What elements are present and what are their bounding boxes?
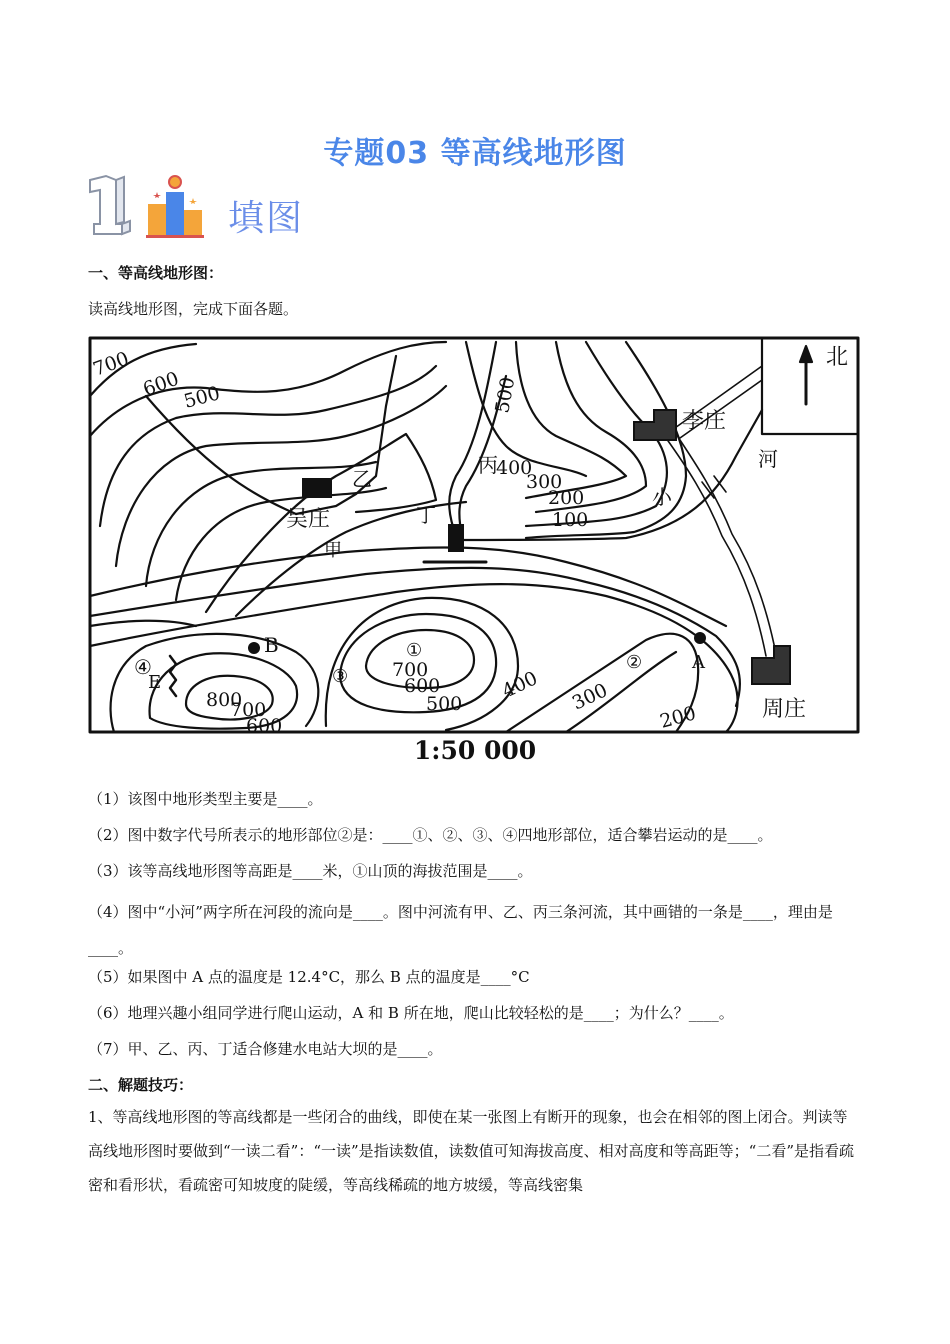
banner-label: 填图 bbox=[228, 198, 305, 239]
question-1: （1）该图中地形类型主要是____。 bbox=[88, 790, 323, 808]
river-label-ding: 丁 bbox=[416, 503, 436, 527]
contour-label: 400 bbox=[496, 457, 533, 479]
contour-label: 500 bbox=[181, 382, 223, 413]
question-7: （7）甲、乙、丙、丁适合修建水电站大坝的是____。 bbox=[88, 1040, 443, 1058]
site-label-4: ④ bbox=[134, 655, 152, 679]
question-4: （4）图中“小河”两字所在河段的流向是____。图中河流有甲、乙、丙三条河流，其中画错的一条是____，理由是____。 bbox=[88, 903, 833, 957]
page-title: 专题03 等高线地形图 bbox=[323, 136, 627, 171]
north-label: 北 bbox=[826, 345, 849, 370]
site-label-2: ② bbox=[626, 652, 643, 673]
contour-label: 500 bbox=[491, 375, 520, 415]
point-e-label: E bbox=[148, 672, 162, 693]
map-scale: 1:50 000 bbox=[413, 736, 537, 765]
contour-label: 700 bbox=[230, 699, 267, 721]
point-a-label: A bbox=[692, 652, 705, 673]
contour-label: 800 bbox=[206, 689, 243, 711]
contour-label: 500 bbox=[426, 693, 463, 715]
village-zhouzhuang-marker bbox=[752, 646, 790, 684]
village-label-lizhuang: 李庄 bbox=[682, 409, 727, 434]
village-lizhuang-marker bbox=[634, 410, 676, 440]
river-name-xiao: 小 bbox=[652, 485, 672, 509]
contour-label: 300 bbox=[568, 679, 611, 715]
contour-label: 400 bbox=[498, 667, 541, 703]
contour-label: 700 bbox=[90, 347, 132, 381]
contour-map bbox=[86, 326, 866, 766]
site-label-1: ① bbox=[406, 640, 423, 661]
question-3: （3）该等高线地形图等高距是____米，①山顶的海拔范围是____。 bbox=[88, 862, 533, 880]
question-5: （5）如果图中 A 点的温度是 12.4°C，那么 B 点的温度是____°C bbox=[88, 968, 530, 986]
number-one-icon bbox=[90, 176, 130, 234]
village-label-wuzhuang: 吴庄 bbox=[286, 507, 331, 532]
contour-label: 300 bbox=[526, 471, 563, 493]
podium-trophy-icon bbox=[146, 176, 204, 238]
dam-marker-ding bbox=[448, 524, 464, 552]
river-name-he: 河 bbox=[758, 447, 778, 471]
village-label-zhouzhuang: 周庄 bbox=[762, 697, 807, 722]
section2-body bbox=[88, 1100, 862, 1202]
village-wuzhuang-marker bbox=[302, 478, 332, 498]
section-heading-2: 二、解题技巧： bbox=[88, 1076, 194, 1094]
point-b-marker bbox=[248, 642, 260, 654]
question-2: （2）图中数字代号所表示的地形部位②是：____①、②、③、④四地形部位，适合攀岩运动的是____。 bbox=[88, 826, 773, 844]
contour-label: 200 bbox=[657, 702, 699, 733]
contour-label: 100 bbox=[552, 509, 589, 531]
river-label-jia: 甲 bbox=[324, 540, 342, 561]
river-label-bing: 丙 bbox=[478, 453, 498, 477]
point-a-marker bbox=[694, 632, 706, 644]
point-b-label: B bbox=[264, 633, 279, 657]
section-intro: 读高线地形图，完成下面各题。 bbox=[88, 300, 299, 318]
contour-label: 200 bbox=[548, 487, 585, 509]
river-label-yi: 乙 bbox=[352, 467, 372, 491]
contour-label: 600 bbox=[404, 675, 441, 697]
section-heading-1: 一、等高线地形图： bbox=[88, 264, 224, 282]
contour-label: 600 bbox=[246, 715, 283, 737]
question-6: （6）地理兴趣小组同学进行爬山运动，A 和 B 所在地，爬山比较轻松的是____；为什么？____。 bbox=[88, 1004, 734, 1022]
site-label-3: ③ bbox=[332, 666, 349, 687]
techniques-paragraph: 1、等高线地形图的等高线都是一些闭合的曲线，即使在某一张图上有断开的现象，也会在相邻的图上闭合。判读等高线地形图时要做到“一读二看”：“一读”是指读数值，读数值可知海拔高度、相对高度和等高距等；“二看”是指看疏密和看形状，看疏密可知坡度的陡缓，等高线稀疏的地方坡缓，等高线密集 bbox=[88, 1108, 855, 1194]
contour-label: 700 bbox=[392, 659, 429, 681]
contour-label: 600 bbox=[140, 367, 182, 401]
